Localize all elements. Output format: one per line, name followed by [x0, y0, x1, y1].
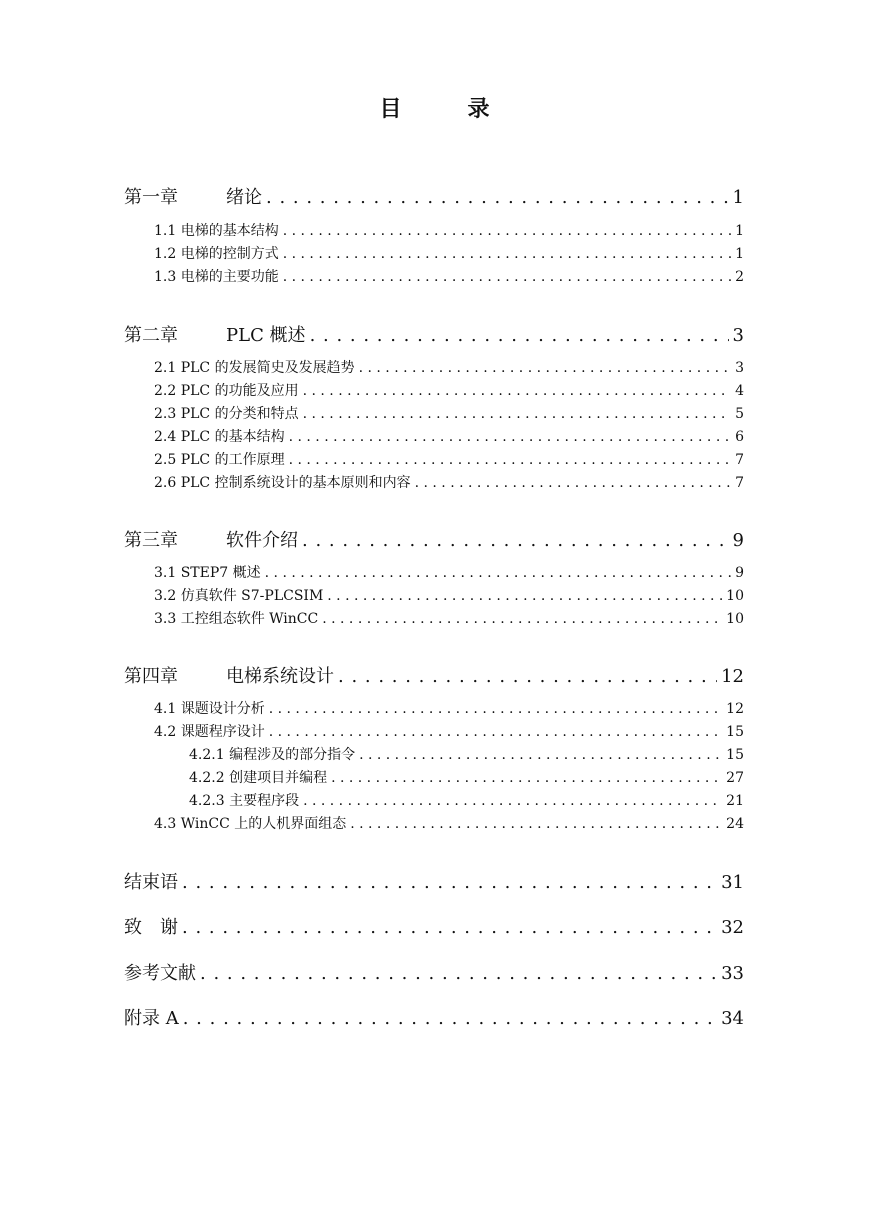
- dot-leader: [359, 360, 731, 376]
- page-number: 6: [735, 429, 744, 445]
- page-number: 15: [726, 747, 744, 763]
- dot-leader: [331, 770, 722, 786]
- dot-leader: [303, 406, 731, 422]
- toc-section-4-2[interactable]: [154, 721, 744, 741]
- page-number: 7: [735, 452, 744, 468]
- dot-leader: [183, 1008, 717, 1029]
- toc-section-1-2[interactable]: [154, 243, 744, 263]
- page-number: 1: [735, 223, 744, 239]
- section-label: 3.3 工控组态软件 WinCC: [154, 611, 319, 627]
- page-number: 12: [721, 666, 744, 687]
- page-number: 1: [735, 246, 744, 262]
- page-number: 3: [732, 325, 744, 346]
- toc-section-3-3[interactable]: [154, 608, 744, 628]
- chapter-number: 第三章: [124, 530, 178, 551]
- page-number: 12: [726, 701, 744, 717]
- dot-leader: [265, 565, 731, 581]
- toc-section-2-3[interactable]: [154, 403, 744, 423]
- section-label: 2.5 PLC 的工作原理: [154, 452, 285, 468]
- page-number: 10: [726, 611, 744, 627]
- entry-label: 附录 A: [124, 1008, 179, 1029]
- section-label: 2.6 PLC 控制系统设计的基本原则和内容: [154, 475, 411, 491]
- dot-leader: [283, 246, 731, 262]
- toc-section-2-6[interactable]: [154, 472, 744, 492]
- chapter-title: 软件介绍: [226, 530, 298, 551]
- page-number: 1: [732, 187, 744, 208]
- toc-chapter-2[interactable]: [124, 321, 744, 347]
- chapter-number: 第一章: [124, 187, 178, 208]
- page-number: 15: [726, 724, 744, 740]
- section-label: 2.4 PLC 的基本结构: [154, 429, 285, 445]
- toc-section-1-1[interactable]: [154, 220, 744, 240]
- subsection-label: 4.2.2 创建项目并编程: [189, 770, 328, 786]
- chapter-title: 绪论: [226, 187, 262, 208]
- dot-leader: [266, 187, 729, 208]
- dot-leader: [289, 452, 731, 468]
- dot-leader: [359, 747, 722, 763]
- toc-acknowledgements[interactable]: [124, 913, 744, 939]
- dot-leader: [283, 223, 731, 239]
- toc-section-2-5[interactable]: [154, 449, 744, 469]
- section-label: 4.2 课题程序设计: [154, 724, 265, 740]
- toc-references[interactable]: [124, 959, 744, 985]
- toc-appendix-a[interactable]: [124, 1004, 744, 1030]
- toc-chapter-4[interactable]: [124, 662, 744, 688]
- section-label: 1.3 电梯的主要功能: [154, 269, 279, 285]
- section-label: 1.2 电梯的控制方式: [154, 246, 279, 262]
- dot-leader: [322, 611, 722, 627]
- page-number: 9: [735, 565, 744, 581]
- dot-leader: [283, 269, 731, 285]
- chapter-title: 电梯系统设计: [226, 666, 334, 687]
- dot-leader: [310, 325, 729, 346]
- dot-leader: [269, 701, 722, 717]
- dot-leader: [303, 793, 722, 809]
- section-label: 3.1 STEP7 概述: [154, 565, 261, 581]
- toc-section-2-2[interactable]: [154, 380, 744, 400]
- section-label: 3.2 仿真软件 S7-PLCSIM: [154, 588, 324, 604]
- chapter-title: PLC 概述: [226, 325, 306, 346]
- toc-section-3-1[interactable]: [154, 562, 744, 582]
- toc-section-3-2[interactable]: [154, 585, 744, 605]
- dot-leader: [302, 530, 729, 551]
- subsection-label: 4.2.3 主要程序段: [189, 793, 300, 809]
- section-label: 2.2 PLC 的功能及应用: [154, 383, 299, 399]
- section-label: 1.1 电梯的基本结构: [154, 223, 279, 239]
- entry-label: 结束语: [124, 872, 178, 893]
- chapter-number: 第四章: [124, 666, 178, 687]
- page-number: 32: [721, 917, 744, 938]
- dot-leader: [303, 383, 731, 399]
- dot-leader: [415, 475, 731, 491]
- page-number: 3: [735, 360, 744, 376]
- page-number: 24: [726, 816, 744, 832]
- toc-section-1-3[interactable]: [154, 266, 744, 286]
- page-number: 9: [732, 530, 744, 551]
- section-label: 4.1 课题设计分析: [154, 701, 265, 717]
- toc-subsection-4-2-2[interactable]: [189, 767, 744, 787]
- page-number: 10: [726, 588, 744, 604]
- dot-leader: [289, 429, 731, 445]
- page-number: 31: [721, 872, 744, 893]
- section-label: 4.3 WinCC 上的人机界面组态: [154, 816, 347, 832]
- subsection-label: 4.2.1 编程涉及的部分指令: [189, 747, 356, 763]
- toc-section-2-1[interactable]: [154, 357, 744, 377]
- section-label: 2.1 PLC 的发展简史及发展趋势: [154, 360, 355, 376]
- toc-subsection-4-2-1[interactable]: [189, 744, 744, 764]
- page-number: 5: [735, 406, 744, 422]
- page-number: 34: [721, 1008, 744, 1029]
- page-number: 27: [726, 770, 744, 786]
- section-label: 2.3 PLC 的分类和特点: [154, 406, 299, 422]
- dot-leader: [182, 872, 717, 893]
- dot-leader: [327, 588, 722, 604]
- toc-section-4-3[interactable]: [154, 813, 744, 833]
- toc-subsection-4-2-3[interactable]: [189, 790, 744, 810]
- toc-section-4-1[interactable]: [154, 698, 744, 718]
- dot-leader: [338, 666, 717, 687]
- dot-leader: [269, 724, 722, 740]
- page-number: 4: [735, 383, 744, 399]
- toc-chapter-3[interactable]: [124, 526, 744, 552]
- toc-title: 目 录: [379, 97, 512, 122]
- dot-leader: [182, 917, 717, 938]
- page-number: 21: [726, 793, 744, 809]
- chapter-number: 第二章: [124, 325, 178, 346]
- toc-conclusion[interactable]: [124, 868, 744, 894]
- toc-chapter-1[interactable]: [124, 183, 744, 209]
- page-number: 33: [721, 963, 744, 984]
- dot-leader: [350, 816, 722, 832]
- entry-label: 致 谢: [124, 917, 178, 938]
- entry-label: 参考文献: [124, 963, 196, 984]
- dot-leader: [200, 963, 717, 984]
- page-number: 2: [735, 269, 744, 285]
- toc-section-2-4[interactable]: [154, 426, 744, 446]
- page-number: 7: [735, 475, 744, 491]
